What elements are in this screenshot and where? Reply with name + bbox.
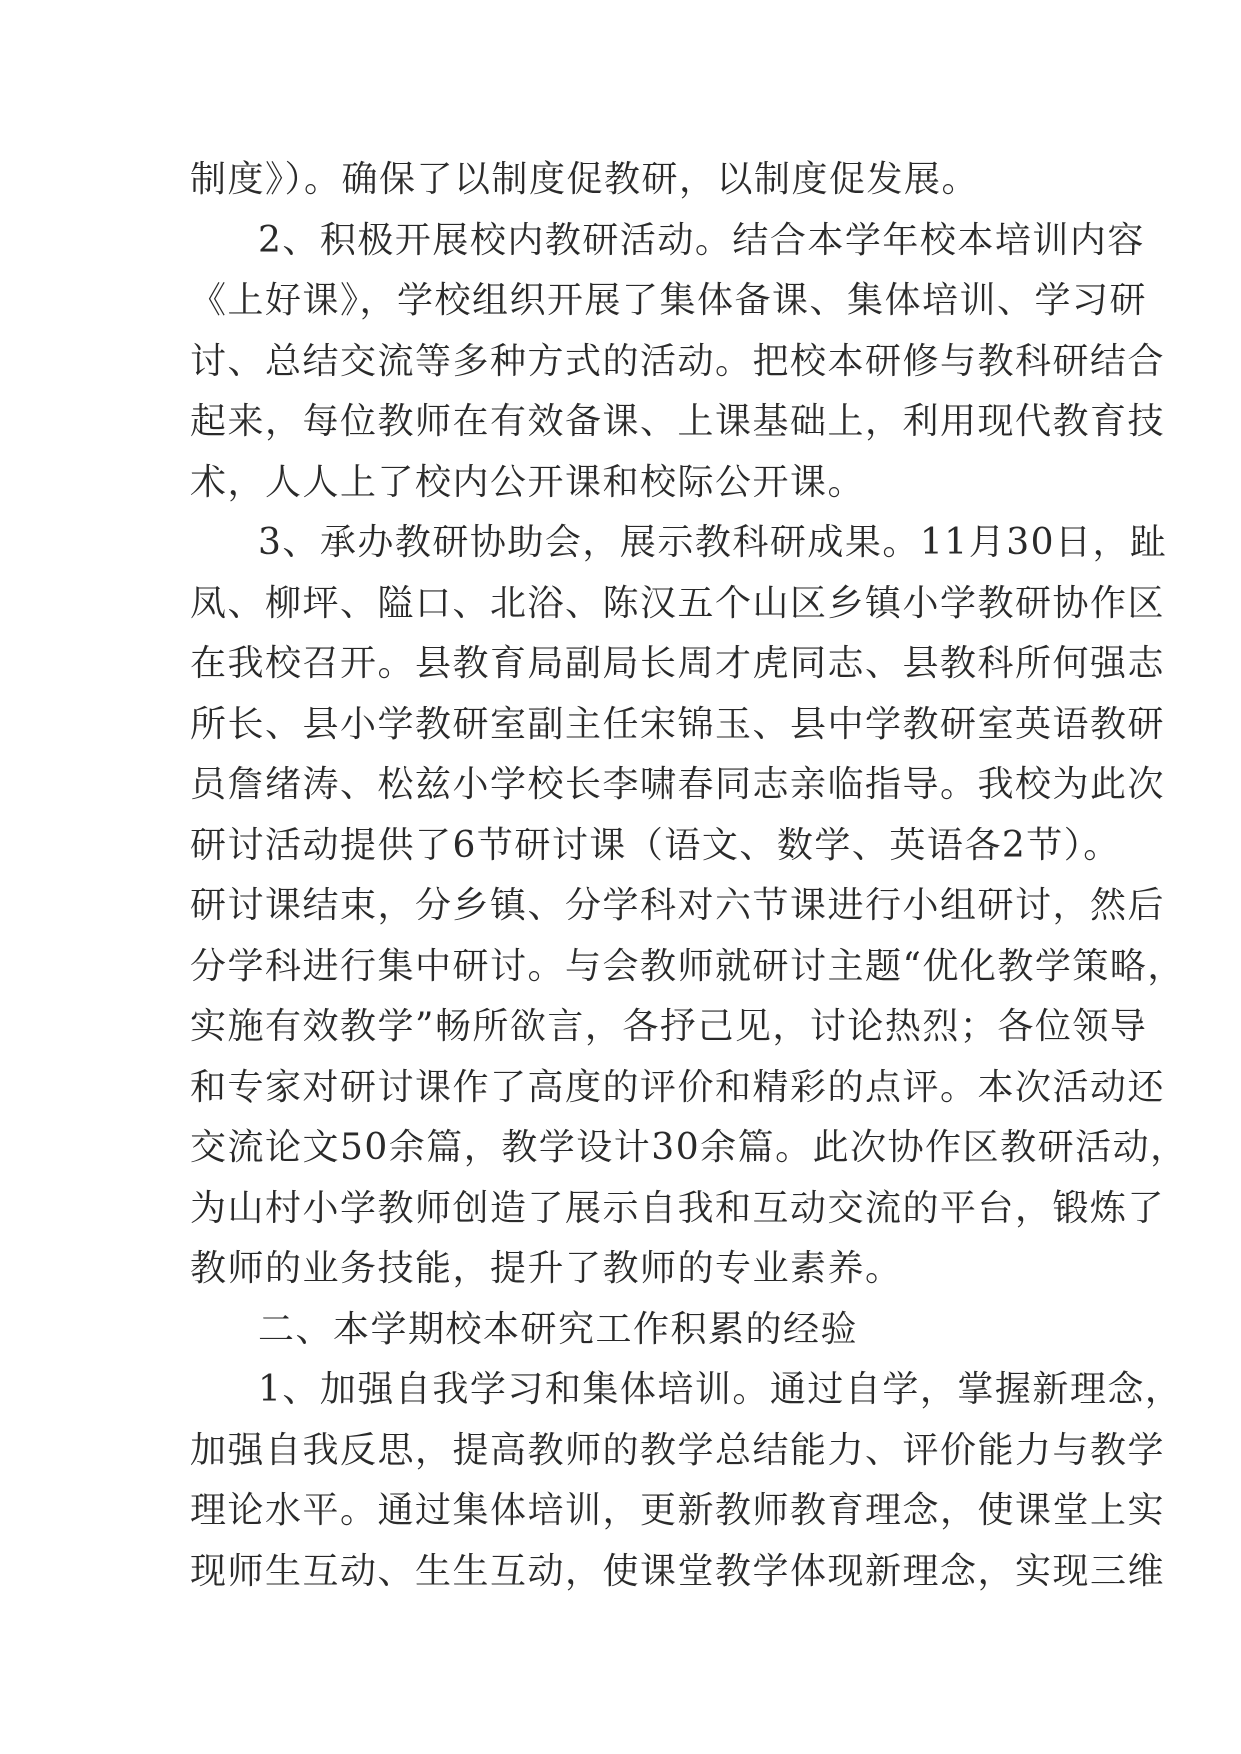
text-line: 分学科进行集中研讨。与会教师就研讨主题“优化教学策略，: [190, 945, 1185, 987]
text-line: 起来，每位教师在有效备课、上课基础上，利用现代教育技: [190, 401, 1166, 442]
section-heading: 二、本学期校本研究工作积累的经验: [258, 1308, 859, 1350]
text-line: 研讨活动提供了6节研讨课（语文、数学、英语各2节）。: [190, 824, 1121, 866]
text-line: 制度》）。确保了以制度促教研，以制度促发展。: [190, 159, 980, 200]
text-line: 为山村小学教师创造了展示自我和互动交流的平台，锻炼了: [190, 1187, 1166, 1229]
text-line: 《上好课》，学校组织开展了集体备课、集体培训、学习研: [190, 280, 1148, 321]
text-line: 实施有效教学”畅所欲言，各抒己见，讨论热烈；各位领导: [190, 1006, 1148, 1047]
text-line: 理论水平。通过集体培训，更新教师教育理念，使课堂上实: [190, 1490, 1166, 1531]
text-line: 凤、柳坪、隘口、北浴、陈汉五个山区乡镇小学教研协作区: [190, 582, 1166, 624]
text-line: 研讨课结束，分乡镇、分学科对六节课进行小组研讨，然后: [190, 885, 1166, 926]
text-line: 1、加强自我学习和集体培训。通过自学，掌握新理念，: [258, 1369, 1183, 1410]
text-line: 员詹绪涛、松兹小学校长李啸春同志亲临指导。我校为此次: [190, 764, 1166, 805]
document-body: [190, 150, 1188, 1602]
text-line: 现师生互动、生生互动，使课堂教学体现新理念，实现三维: [190, 1550, 1166, 1592]
text-line: 3、承办教研协助会，展示教科研成果。11月30日，趾: [258, 522, 1168, 563]
text-line: 教师的业务技能，提升了教师的专业素养。: [190, 1248, 903, 1289]
text-line: 在我校召开。县教育局副局长周才虎同志、县教科所何强志: [190, 643, 1166, 684]
text-line: 术，人人上了校内公开课和校际公开课。: [190, 461, 866, 503]
text-line: 和专家对研讨课作了高度的评价和精彩的点评。本次活动还: [190, 1066, 1166, 1108]
text-line: 加强自我反思，提高教师的教学总结能力、评价能力与教学: [190, 1429, 1166, 1471]
text-line: 2、积极开展校内教研活动。结合本学年校本培训内容: [258, 219, 1145, 261]
text-line: 交流论文50余篇，教学设计30余篇。此次协作区教研活动，: [190, 1127, 1188, 1168]
text-line: 讨、总结交流等多种方式的活动。把校本研修与教科研结合: [190, 340, 1166, 382]
text-line: 所长、县小学教研室副主任宋锦玉、县中学教研室英语教研: [190, 703, 1166, 745]
